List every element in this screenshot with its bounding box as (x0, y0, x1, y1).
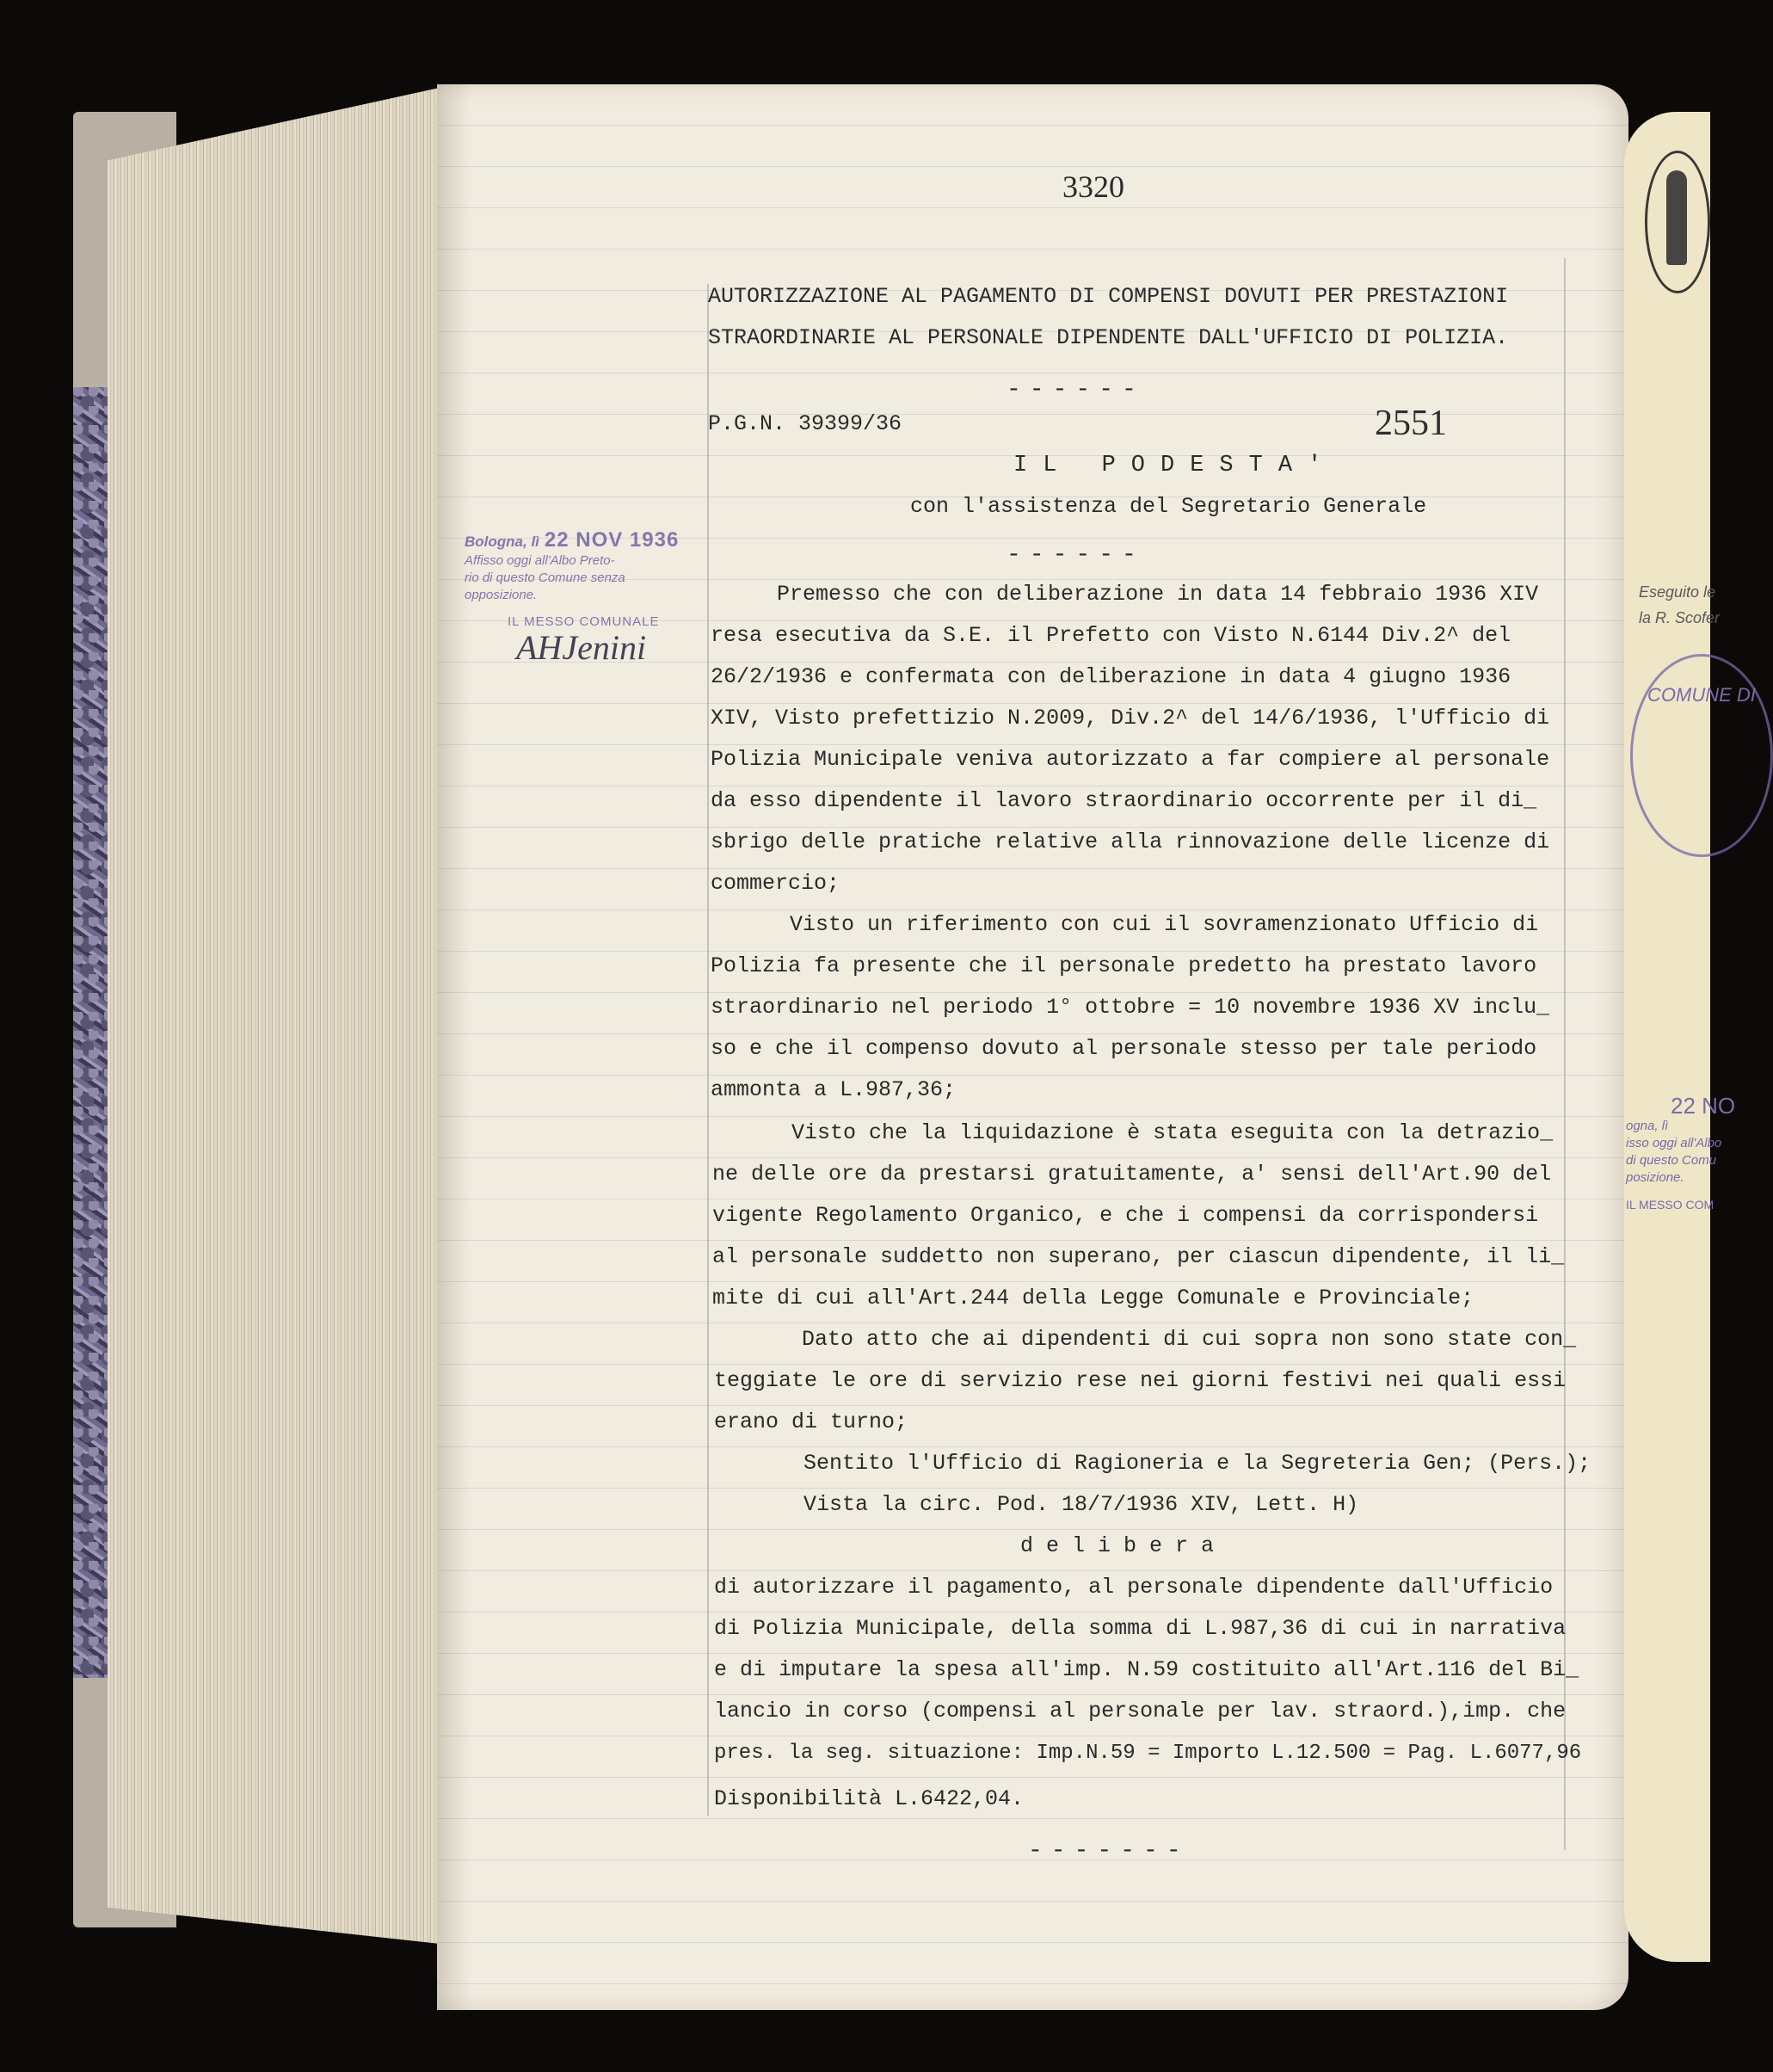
paragraph-line: al personale suddetto non superano, per ciascun dipendente, il li_ (712, 1244, 1565, 1269)
resolution-line: pres. la seg. situazione: Imp.N.59 = Importo L.12.500 = Pag. L.6077,96 (714, 1742, 1582, 1765)
left-margin-rule (707, 284, 709, 1816)
paragraph-line: mite di cui all'Art.244 della Legge Comunale e Provinciale; (712, 1286, 1474, 1310)
stamp-place: Bologna, lì (465, 533, 539, 550)
title-line-1: AUTORIZZAZIONE AL PAGAMENTO DI COMPENSI DOVUTI PER PRESTAZIONI (708, 284, 1509, 309)
paragraph-line: ammonta a L.987,36; (711, 1077, 957, 1102)
paragraph-line: straordinario nel periodo 1° ottobre = 10 novembre 1936 XV inclu_ (711, 995, 1550, 1020)
paragraph-line: Dato atto che ai dipendenti di cui sopra non sono state con_ (802, 1327, 1577, 1352)
facing-seal-text: COMUNE DI (1647, 684, 1756, 706)
resolution-line: di autorizzare il pagamento, al personale dipendente dall'Ufficio (714, 1575, 1554, 1600)
seal-emblem-icon (1645, 151, 1710, 293)
paragraph-line: da esso dipendente il lavoro straordinario occorrente per il di_ (711, 788, 1537, 813)
stamp-line: rio di questo Comune senza (465, 570, 625, 585)
paragraph-line: Vista la circ. Pod. 18/7/1936 XIV, Lett. H) (803, 1492, 1359, 1517)
paragraph-line: 26/2/1936 e confermata con deliberazione in data 4 giugno 1936 (711, 664, 1511, 689)
separator-end: ------- (1028, 1838, 1190, 1865)
facing-stamp-line-4: posizione. (1626, 1170, 1684, 1185)
paragraph-line: Premesso che con deliberazione in data 14 febbraio 1936 XIV (777, 582, 1539, 607)
resolution-line: di Polizia Municipale, della somma di L.987,36 di cui in narrativa (714, 1616, 1567, 1641)
posting-stamp (465, 528, 688, 668)
delibera-heading: d e l i b e r a (1020, 1533, 1215, 1558)
resolution-line: Disponibilità L.6422,04. (714, 1786, 1025, 1811)
paragraph-line: resa esecutiva da S.E. il Prefetto con Visto N.6144 Div.2^ del (711, 623, 1511, 648)
pgn-reference: P.G.N. 39399/36 (708, 411, 902, 436)
facing-stamp-line-3: di questo Comu (1626, 1153, 1717, 1168)
paragraph-line: Polizia fa presente che il personale predetto ha prestato lavoro (711, 953, 1537, 978)
paragraph-line: vigente Regolamento Organico, e che i compensi da corrispondersi (712, 1203, 1539, 1228)
resolution-line: lancio in corso (compensi al personale per lav. straord.),imp. che (714, 1699, 1567, 1724)
separator-top: ------ (1007, 377, 1145, 404)
stamp-date: 22 NOV 1936 (544, 528, 680, 552)
paragraph-line: Visto che la liquidazione è stata eseguita con la detrazio_ (791, 1120, 1554, 1145)
paragraph-line: ne delle ore da prestarsi gratuitamente, a' sensi dell'Art.90 del (712, 1162, 1552, 1187)
facing-stamp-messo: IL MESSO COM (1626, 1198, 1715, 1212)
stamp-line: Affisso oggi all'Albo Preto- (465, 553, 615, 568)
paragraph-line: Visto un riferimento con cui il sovramenzionato Ufficio di (790, 912, 1539, 937)
handwritten-number: 2551 (1375, 404, 1447, 443)
facing-stamp-date: 22 NO (1671, 1093, 1736, 1119)
facing-stamp-line-1: ogna, lì (1626, 1119, 1669, 1133)
paragraph-line: teggiate le ore di servizio rese nei giorni festivi nei quali essi (714, 1368, 1567, 1393)
subheading: con l'assistenza del Segretario Generale (910, 494, 1427, 519)
stamp-line: opposizione. (465, 588, 538, 602)
paragraph-line: commercio; (711, 871, 840, 896)
paragraph-line: Polizia Municipale veniva autorizzato a far compiere al personale (711, 747, 1550, 772)
separator-mid: ------ (1007, 542, 1145, 569)
page-number: 3320 (1062, 170, 1124, 204)
stamp-messo: IL MESSO COMUNALE (508, 614, 660, 629)
title-line-2: STRAORDINARIE AL PERSONALE DIPENDENTE DALL'UFFICIO DI POLIZIA. (708, 325, 1509, 350)
paragraph-line: sbrigo delle pratiche relative alla rinnovazione delle licenze di (711, 829, 1550, 854)
paragraph-line: erano di turno; (714, 1409, 908, 1434)
paragraph-line: XIV, Visto prefettizio N.2009, Div.2^ del 14/6/1936, l'Ufficio di (711, 706, 1550, 731)
facing-text-1: Eseguito le (1639, 583, 1716, 601)
paragraph-line: Sentito l'Ufficio di Ragioneria e la Segreteria Gen; (Pers.); (803, 1451, 1591, 1476)
facing-page (1624, 112, 1710, 1962)
paragraph-line: so e che il compenso dovuto al personale stesso per tale periodo (711, 1036, 1537, 1061)
right-margin-rule (1564, 258, 1566, 1850)
facing-text-2: la R. Scofer (1639, 609, 1721, 626)
facing-stamp-line-2: isso oggi all'Albo (1626, 1136, 1722, 1150)
stamp-signature: AHJenini (516, 628, 647, 667)
heading-podesta: IL PODESTA' (1013, 453, 1338, 478)
resolution-line: e di imputare la spesa all'imp. N.59 costituito all'Art.116 del Bi_ (714, 1657, 1579, 1682)
page-stack (108, 86, 447, 1945)
